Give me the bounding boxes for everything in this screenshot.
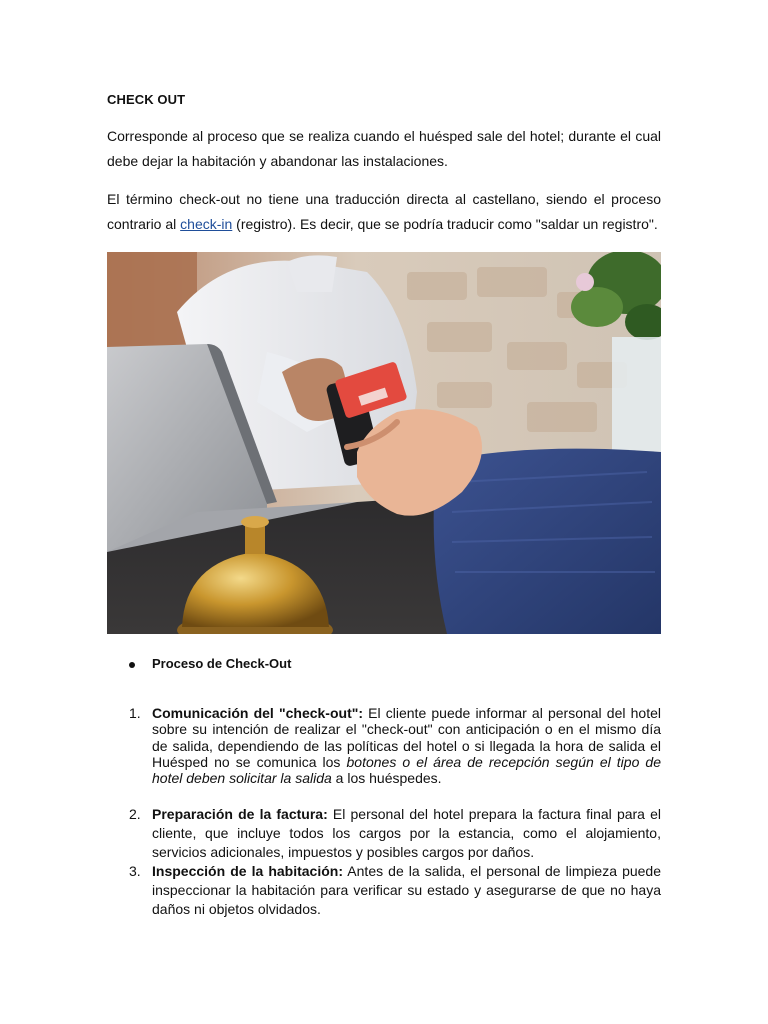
hotel-checkout-photo: [107, 252, 661, 634]
list-number: 3.: [129, 863, 141, 879]
step-text: El cliente puede informar al personal del hotel sobre su intención de realizar el "check-out" con anticipación o en el mismo día de salida, dependiendo de las políticas del hotel o si llegada la hora de salida el Huésped no se comunica los: [152, 705, 661, 770]
step-title: Comunicación del "check-out":: [152, 705, 364, 721]
step-title: Inspección de la habitación:: [152, 863, 344, 879]
list-number: 1.: [129, 705, 141, 721]
step-text: a los huéspedes.: [331, 770, 442, 787]
step-italic-text: botones o el área de recepción según el tipo de hotel deben solicitar la salida: [152, 753, 661, 787]
page-title: CHECK OUT: [107, 92, 186, 107]
bullet-label: Proceso de Check-Out: [152, 656, 292, 671]
intro-paragraph-1: Corresponde al proceso que se realiza cuando el huésped sale del hotel; durante el cual debe dejar la habitación y abandonar las instalaciones.: [107, 128, 661, 169]
paragraph-text: (registro). Es decir, que se podría traducir como "saldar un registro".: [232, 216, 658, 232]
step-text: El personal del hotel prepara la factura final para el cliente, que incluye todos los cargos por la estancia, como el alojamiento, servicios adicionales, impuestos y posibles cargos por daños.: [152, 806, 662, 860]
step-text: Antes de la salida, el personal de limpieza puede inspeccionar la habitación para verificar su estado y asegurarse de que no haya daños ni objetos olvidados.: [152, 863, 661, 917]
list-item-body: [152, 705, 661, 786]
bullet-icon: [129, 662, 135, 668]
paragraph-text: El término check-out no tiene una traducción directa al castellano, siendo el proceso contrario al: [107, 191, 661, 232]
list-item-body: [152, 862, 661, 919]
list-item-body: [152, 805, 661, 862]
intro-paragraph-2: [107, 187, 661, 237]
check-in-link[interactable]: check-in: [180, 216, 233, 232]
list-number: 2.: [129, 806, 141, 822]
step-title: Preparación de la factura:: [152, 806, 328, 822]
